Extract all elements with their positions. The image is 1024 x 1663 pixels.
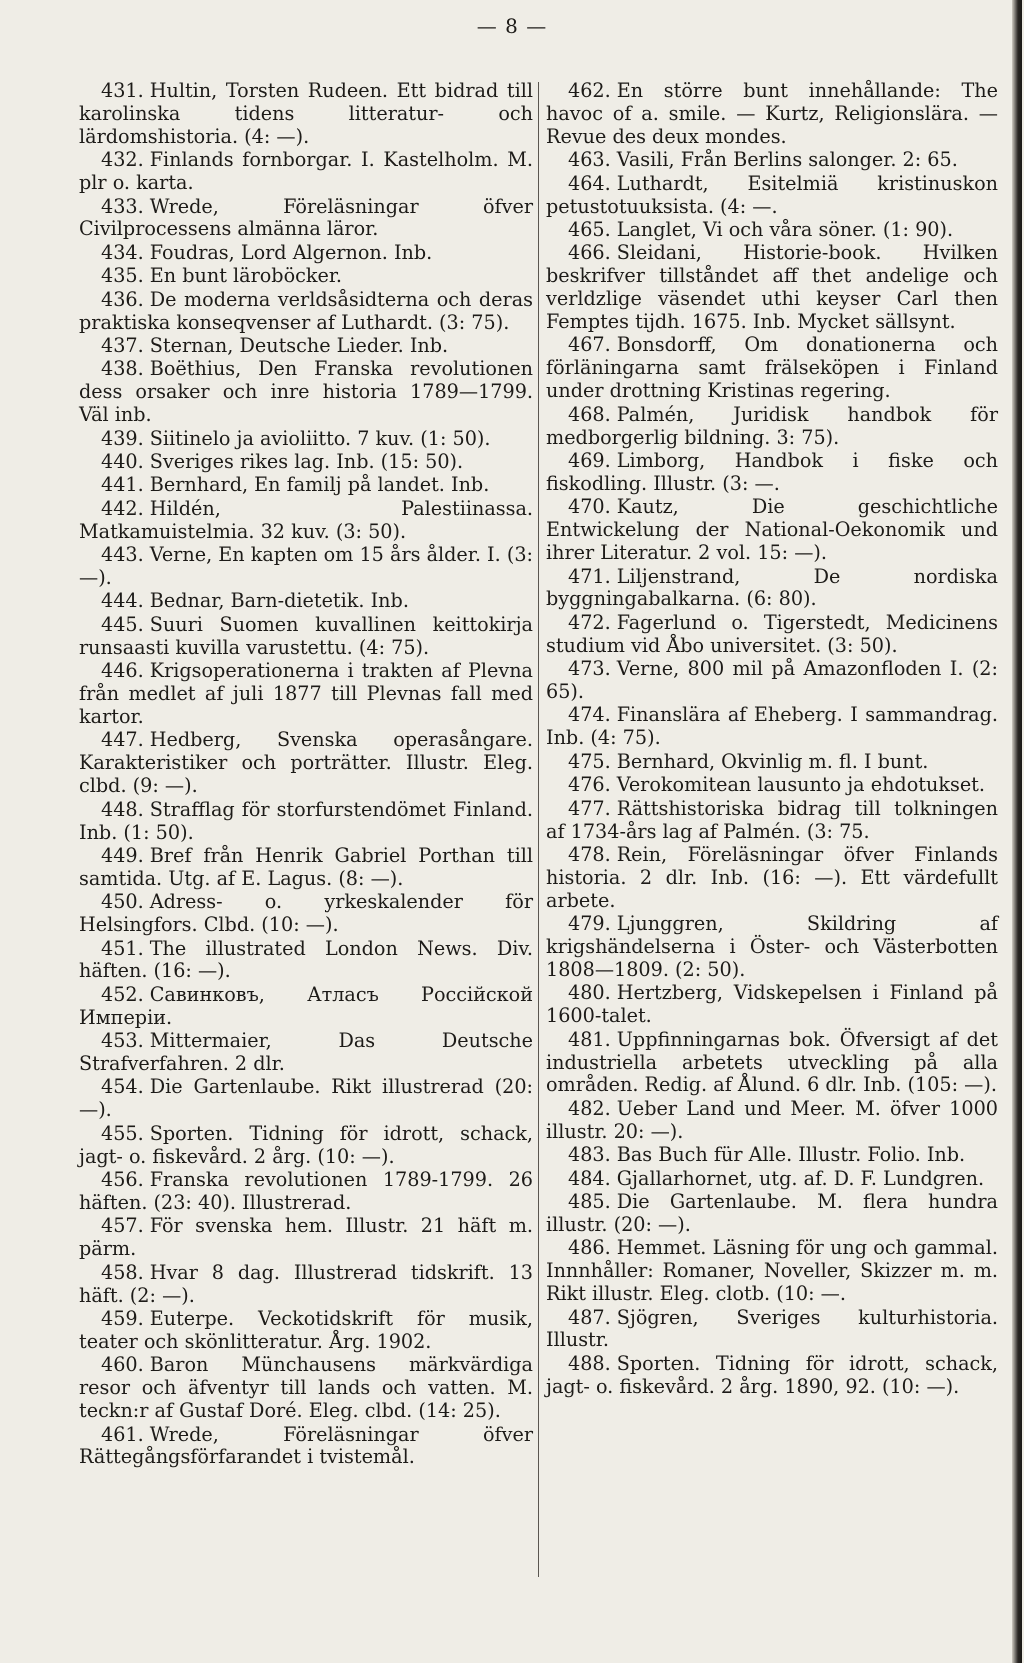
catalog-entry: [546, 242, 998, 334]
catalog-entry: [79, 1424, 533, 1470]
catalog-entry: [79, 1308, 533, 1354]
catalog-entry: [546, 612, 998, 658]
catalog-entry: [546, 1098, 998, 1144]
entry-number: 476.: [568, 773, 611, 797]
entry-number: 464.: [568, 171, 611, 195]
entry-number: 486.: [568, 1236, 611, 1260]
page-binding-edge: [1012, 0, 1022, 1663]
entry-number: 472.: [568, 610, 611, 634]
entry-number: 442.: [101, 496, 144, 520]
entry-text: Sporten. Tidning för idrott, schack, jagt- o. fiskevård. 2 årg. 1890, 92. (10: —).: [546, 1351, 998, 1398]
catalog-entry: [79, 891, 533, 937]
entry-text: Fagerlund o. Tigerstedt, Medicinens studium vid Åbo universitet. (3: 50).: [546, 610, 998, 657]
entry-text: Rättshistoriska bidrag till tolkningen af 1734-års lag af Palmén. (3: 75.: [546, 796, 998, 843]
entry-number: 462.: [568, 79, 611, 102]
entry-number: 465.: [568, 217, 611, 241]
catalog-entry: [546, 774, 998, 797]
entry-text: Савинковъ, Атласъ Россiйской Имперiи.: [79, 982, 533, 1029]
entry-text: Uppfinningarnas bok. Öfversigt af det industriella arbetets utveckling på alla områden. Redig. af Ålund. 6 dlr. Inb. (105: —).: [546, 1027, 998, 1097]
entry-number: 481.: [568, 1027, 611, 1051]
entry-number: 454.: [101, 1075, 144, 1099]
entry-text: Liljenstrand, De nordiska byggningabalkarna. (6: 80).: [546, 564, 998, 611]
catalog-entry: [79, 660, 533, 729]
entry-text: Euterpe. Veckotidskrift för musik, teater och skönlitteratur. Årg. 1902.: [79, 1307, 533, 1353]
entry-number: 455.: [101, 1121, 144, 1145]
catalog-entry: [546, 658, 998, 704]
catalog-entry: [79, 845, 533, 891]
entry-text: Finanslära af Eheberg. I sammandrag. Inb. (4: 75).: [546, 703, 998, 750]
entry-text: Hvar 8 dag. Illustrerad tidskrift. 13 häft. (2: —).: [79, 1260, 533, 1307]
entry-text: Bernhard, Okvinlig m. fl. I bunt.: [616, 749, 929, 773]
catalog-entry: [546, 798, 998, 844]
catalog-entry: [79, 1354, 533, 1423]
catalog-entry: [546, 1029, 998, 1098]
entry-number: 479.: [568, 912, 611, 936]
entry-number: 453.: [101, 1029, 144, 1053]
entry-number: 450.: [101, 890, 144, 914]
catalog-entry: [79, 799, 533, 845]
entry-number: 488.: [568, 1351, 611, 1375]
entry-text: Gjallarhornet, utg. af. D. F. Lundgren.: [616, 1166, 985, 1190]
entry-text: Sporten. Tidning för idrott, schack, jagt- o. fiskevård. 2 årg. (10: —).: [79, 1121, 533, 1168]
entry-number: 432.: [101, 148, 144, 172]
entry-number: 436.: [101, 287, 144, 311]
catalog-entry: [546, 149, 998, 172]
entry-text: Hedberg, Svenska operasångare. Karakteristiker och porträtter. Illustr. Eleg. clbd. (9: —).: [79, 728, 533, 798]
entry-text: Bonsdorff, Om donationerna och förläningarna samt frälseköpen i Finland under drottning Kristinas regering.: [546, 333, 998, 403]
entry-number: 439.: [101, 426, 144, 450]
catalog-entry: [79, 1215, 533, 1261]
entry-number: 431.: [101, 79, 144, 102]
catalog-entry: [79, 729, 533, 798]
entry-number: 449.: [101, 843, 144, 867]
entry-text: Krigsoperationerna i trakten af Plevna från medlet af juli 1877 till Plevnas fall med kartor.: [79, 659, 533, 728]
entry-number: 456.: [101, 1168, 144, 1192]
entry-text: Sjögren, Sveriges kulturhistoria. Illustr.: [546, 1305, 998, 1352]
entry-number: 485.: [568, 1190, 611, 1213]
entry-number: 443.: [101, 543, 144, 567]
entry-number: 446.: [101, 659, 144, 683]
catalog-entry: [546, 566, 998, 612]
entry-text: Verokomitean lausunto ja ehdotukset.: [616, 773, 985, 797]
catalog-entry: [79, 1076, 533, 1122]
entry-number: 438.: [101, 357, 144, 381]
entry-text: Vasili, Från Berlins salonger. 2: 65.: [616, 148, 958, 172]
entry-text: Foudras, Lord Algernon. Inb.: [149, 240, 433, 264]
entry-text: Palmén, Juridisk handbok för medborgerlig bildning. 3: 75).: [546, 402, 998, 449]
entry-number: 469.: [568, 449, 611, 472]
entry-text: Bednar, Barn-dietetik. Inb.: [149, 589, 409, 613]
entry-text: Verne, 800 mil på Amazonfloden I. (2: 65).: [546, 657, 998, 704]
catalog-entry: [79, 474, 533, 497]
entry-text: Ljunggren, Skildring af krigshändelserna i Öster- och Västerbotten 1808—1809. (2: 50).: [546, 912, 998, 981]
entry-text: För svenska hem. Illustr. 21 häft m. pärm.: [79, 1214, 533, 1261]
entry-number: 475.: [568, 749, 611, 773]
entry-text: The illustrated London News. Div. häften. (16: —).: [79, 936, 533, 983]
entry-number: 470.: [568, 495, 611, 519]
catalog-entry: [79, 196, 533, 242]
entry-number: 480.: [568, 981, 611, 1005]
catalog-entry: [546, 1353, 998, 1399]
entry-text: Sveriges rikes lag. Inb. (15: 50).: [149, 450, 464, 473]
catalog-entry: [79, 335, 533, 358]
entry-text: Franska revolutionen 1789-1799. 26 häften. (23: 40). Illustrerad.: [79, 1168, 533, 1214]
entry-text: Bas Buch für Alle. Illustr. Folio. Inb.: [616, 1143, 966, 1167]
entry-text: Hemmet. Läsning för ung och gammal. Innnhåller: Romaner, Noveller, Skizzer m. m. Rikt illustr. Eleg. clotb. (10: —.: [546, 1236, 998, 1306]
entry-number: 433.: [101, 194, 144, 218]
entry-number: 468.: [568, 402, 611, 426]
entry-number: 478.: [568, 842, 611, 866]
right-column: [546, 80, 998, 1399]
entry-text: De moderna verldsåsidterna och deras praktiska konseqvenser af Luthardt. (3: 75).: [79, 287, 533, 334]
catalog-entry: [79, 590, 533, 613]
catalog-entry: [546, 450, 998, 496]
entry-number: 467.: [568, 333, 611, 357]
entry-number: 461.: [101, 1422, 144, 1446]
catalog-entry: [546, 219, 998, 242]
catalog-entry: [79, 614, 533, 660]
entry-number: 463.: [568, 148, 611, 172]
entry-text: En bunt läroböcker.: [149, 264, 343, 288]
entry-text: Die Gartenlaube. M. flera hundra illustr. (20: —).: [546, 1190, 998, 1236]
entry-text: Siitinelo ja avioliitto. 7 kuv. (1: 50).: [149, 426, 491, 450]
column-divider: [538, 82, 539, 1577]
entry-number: 457.: [101, 1214, 144, 1238]
catalog-entry: [79, 498, 533, 544]
catalog-entry: [79, 1262, 533, 1308]
entry-number: 437.: [101, 333, 144, 357]
entry-text: Sleidani, Historie-book. Hvilken beskrifver tillståndet aff thet andelige och verldzlige väsendet uthi keyser Carl then Femptes tijdh. 1675. Inb. Mycket sällsynt.: [546, 241, 998, 334]
entry-text: Hertzberg, Vidskepelsen i Finland på 1600-talet.: [546, 981, 998, 1028]
entry-number: 448.: [101, 797, 144, 821]
catalog-entry: [79, 451, 533, 474]
catalog-entry: [79, 938, 533, 984]
catalog-entry: [79, 544, 533, 590]
catalog-entry: [79, 289, 533, 335]
entry-number: 474.: [568, 703, 611, 727]
entry-text: Langlet, Vi och våra söner. (1: 90).: [616, 217, 954, 241]
catalog-entry: [546, 334, 998, 403]
catalog-entry: [79, 80, 533, 149]
catalog-entry: [79, 1123, 533, 1169]
catalog-entry: [546, 404, 998, 450]
entry-text: Kautz, Die geschichtliche Entwickelung der National-Oekonomik und ihrer Literatur. 2 vol. 15: —).: [546, 495, 998, 565]
entry-text: Verne, En kapten om 15 års ålder. I. (3: —).: [79, 543, 533, 590]
entry-text: En större bunt innehållande: The havoc of a. smile. — Kurtz, Religionslära. — Revue des deux mondes.: [546, 79, 998, 148]
entry-number: 477.: [568, 796, 611, 820]
entry-number: 471.: [568, 564, 611, 588]
entry-number: 447.: [101, 728, 144, 752]
catalog-entry: [546, 80, 998, 149]
entry-text: Adress- o. yrkeskalender för Helsingfors. Clbd. (10: —).: [79, 890, 533, 937]
entry-text: Hildén, Palestiinassa. Matkamuistelmia. 32 kuv. (3: 50).: [79, 496, 533, 543]
entry-text: Die Gartenlaube. Rikt illustrerad (20: —).: [79, 1075, 533, 1122]
catalog-entry: [546, 173, 998, 219]
entry-text: Bernhard, En familj på landet. Inb.: [149, 473, 490, 497]
entry-number: 452.: [101, 982, 144, 1006]
catalog-entry: [79, 428, 533, 451]
entry-number: 466.: [568, 241, 611, 265]
catalog-entry: [79, 149, 533, 195]
entry-text: Wrede, Föreläsningar öfver Rättegångsförfarandet i tvistemål.: [79, 1422, 533, 1469]
entry-text: Finlands fornborgar. I. Kastelholm. M. plr o. karta.: [79, 148, 533, 195]
entry-text: Suuri Suomen kuvallinen keittokirja runsaasti kuvilla varustettu. (4: 75).: [79, 612, 533, 659]
catalog-entry: [546, 704, 998, 750]
entry-number: 487.: [568, 1305, 611, 1329]
entry-number: 482.: [568, 1096, 611, 1120]
catalog-entry: [79, 265, 533, 288]
left-column: [79, 80, 533, 1470]
entry-text: Hultin, Torsten Rudeen. Ett bidrad till karolinska tidens litteratur- och lärdomshistoria. (4: —).: [79, 79, 533, 148]
catalog-entry: [546, 844, 998, 913]
entry-text: Bref från Henrik Gabriel Porthan till samtida. Utg. af E. Lagus. (8: —).: [79, 843, 533, 890]
entry-number: 459.: [101, 1307, 144, 1331]
catalog-entry: [546, 1307, 998, 1353]
entry-number: 441.: [101, 473, 144, 497]
catalog-entry: [546, 1191, 998, 1237]
entry-number: 445.: [101, 612, 144, 636]
catalog-entry: [546, 1237, 998, 1306]
entry-number: 440.: [101, 450, 144, 473]
entry-text: Rein, Föreläsningar öfver Finlands historia. 2 dlr. Inb. (16: —). Ett värdefullt arbete.: [546, 842, 998, 912]
entry-number: 444.: [101, 589, 144, 613]
entry-number: 460.: [101, 1353, 144, 1377]
entry-text: Luthardt, Esitelmiä kristinuskon petustotuuksista. (4: —.: [546, 171, 998, 218]
catalog-entry: [79, 242, 533, 265]
entry-number: 484.: [568, 1166, 611, 1190]
entry-number: 434.: [101, 240, 144, 264]
entry-text: Limborg, Handbok i fiske och fiskodling. Illustr. (3: —.: [546, 449, 998, 495]
catalog-entry: [546, 496, 998, 565]
catalog-entry: [546, 1144, 998, 1167]
entry-text: Strafflag för storfurstendömet Finland. Inb. (1: 50).: [79, 797, 533, 844]
entry-text: Baron Münchausens märkvärdiga resor och äfventyr till lands och vatten. M. teckn:r af Gustaf Doré. Eleg. clbd. (14: 25).: [79, 1353, 533, 1423]
catalog-entry: [79, 358, 533, 427]
entry-number: 473.: [568, 657, 611, 681]
entry-number: 451.: [101, 936, 144, 960]
entry-text: Mittermaier, Das Deutsche Strafverfahren. 2 dlr.: [79, 1029, 533, 1076]
entry-text: Boëthius, Den Franska revolutionen dess orsaker och inre historia 1789—1799. Väl inb.: [79, 357, 533, 427]
catalog-entry: [79, 984, 533, 1030]
entry-text: Ueber Land und Meer. M. öfver 1000 illustr. 20: —).: [546, 1096, 998, 1143]
entry-text: Sternan, Deutsche Lieder. Inb.: [149, 333, 449, 357]
catalog-entry: [79, 1030, 533, 1076]
entry-number: 458.: [101, 1260, 144, 1284]
page-number: — 8 —: [476, 14, 548, 38]
catalog-entry: [546, 751, 998, 774]
catalog-entry: [546, 1168, 998, 1191]
entry-number: 483.: [568, 1143, 611, 1167]
catalog-entry: [546, 982, 998, 1028]
entry-number: 435.: [101, 264, 144, 288]
entry-text: Wrede, Föreläsningar öfver Civilprocessens almänna läror.: [79, 194, 533, 241]
catalog-entry: [546, 913, 998, 982]
catalog-entry: [79, 1169, 533, 1215]
